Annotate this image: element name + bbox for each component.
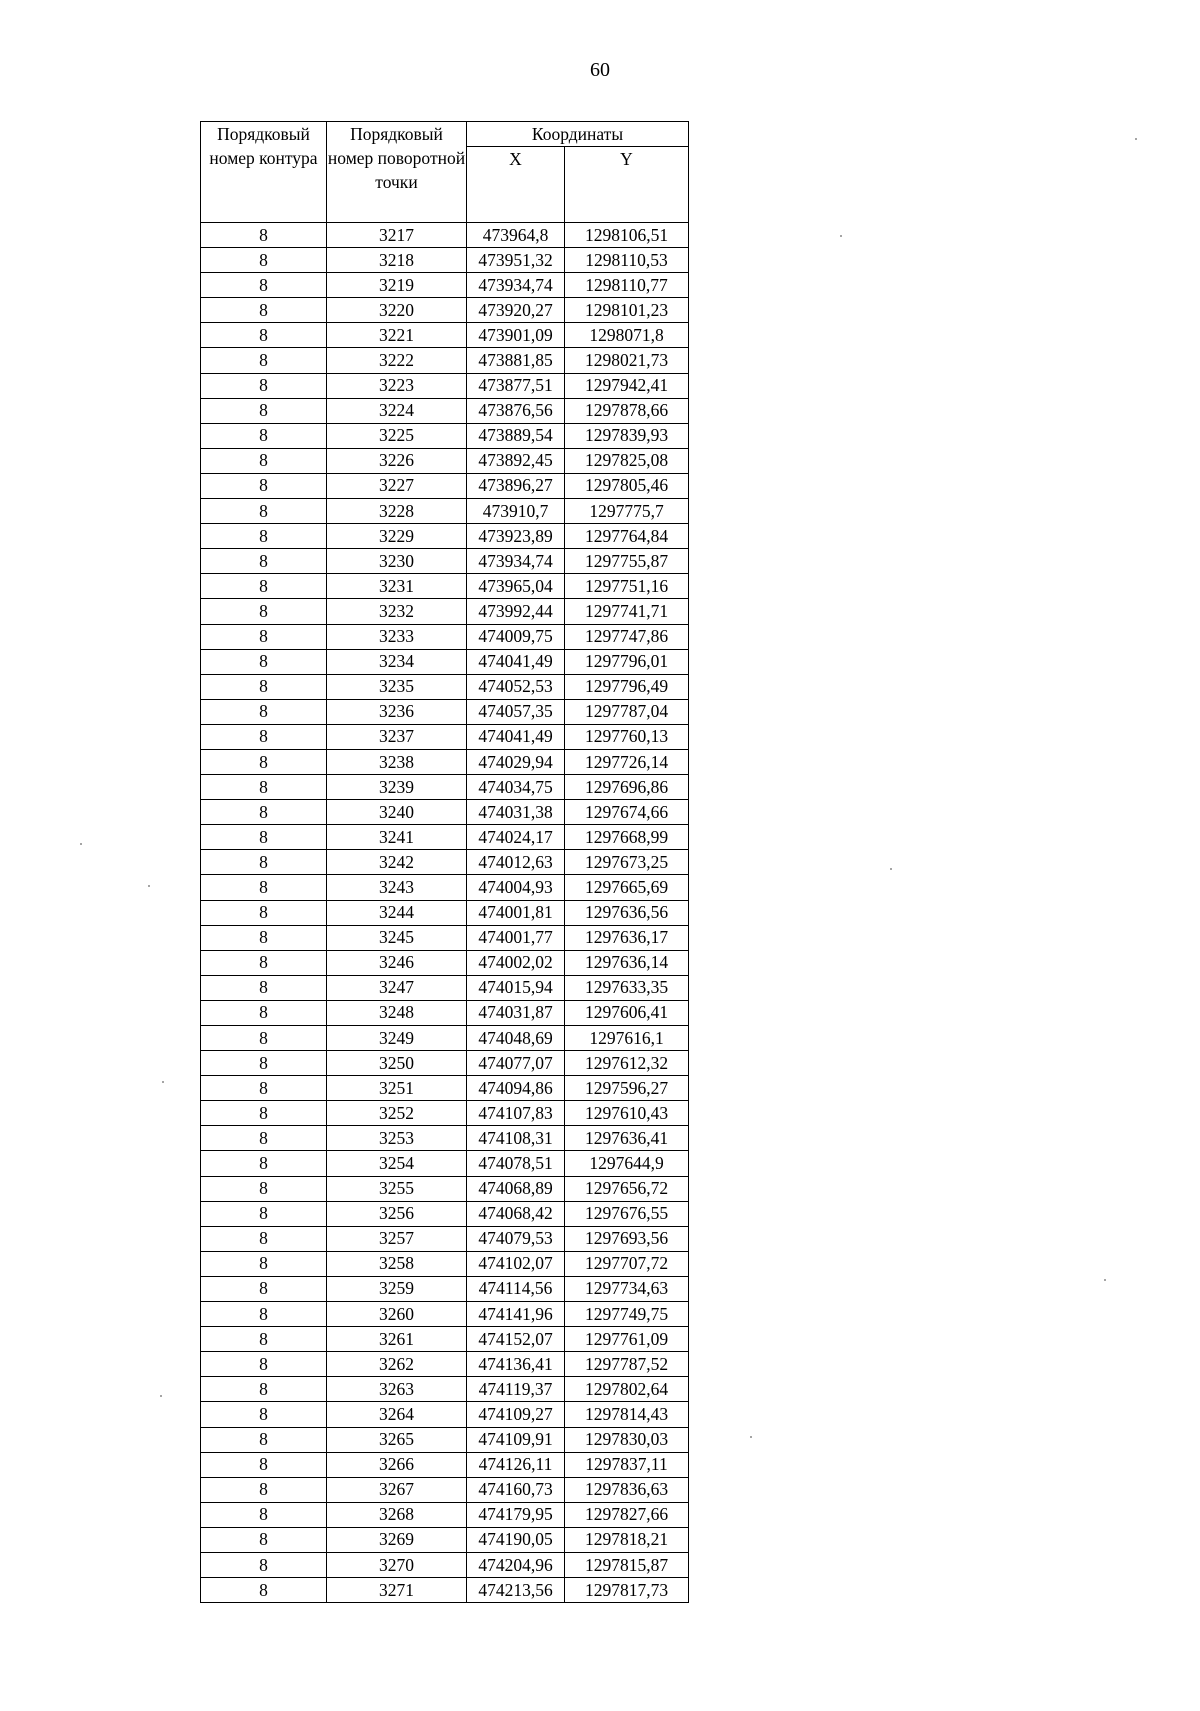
cell-point-number: 3244 bbox=[327, 900, 467, 925]
cell-y: 1297696,86 bbox=[565, 775, 689, 800]
cell-y: 1297747,86 bbox=[565, 624, 689, 649]
cell-x: 474015,94 bbox=[467, 975, 565, 1000]
table-row bbox=[201, 574, 689, 599]
cell-y: 1297942,41 bbox=[565, 373, 689, 398]
cell-x: 474136,41 bbox=[467, 1352, 565, 1377]
cell-x: 474077,07 bbox=[467, 1051, 565, 1076]
cell-x: 474009,75 bbox=[467, 624, 565, 649]
cell-y: 1297741,71 bbox=[565, 599, 689, 624]
cell-x: 474119,37 bbox=[467, 1377, 565, 1402]
table-row bbox=[201, 749, 689, 774]
table-row bbox=[201, 1076, 689, 1101]
cell-y: 1297830,03 bbox=[565, 1427, 689, 1452]
cell-point-number: 3238 bbox=[327, 749, 467, 774]
cell-point-number: 3246 bbox=[327, 950, 467, 975]
cell-x: 474068,42 bbox=[467, 1201, 565, 1226]
cell-point-number: 3220 bbox=[327, 298, 467, 323]
cell-x: 473920,27 bbox=[467, 298, 565, 323]
cell-point-number: 3263 bbox=[327, 1377, 467, 1402]
table-row bbox=[201, 273, 689, 298]
cell-contour-number: 8 bbox=[201, 1352, 327, 1377]
cell-point-number: 3223 bbox=[327, 373, 467, 398]
cell-point-number: 3228 bbox=[327, 499, 467, 524]
cell-contour-number: 8 bbox=[201, 398, 327, 423]
scan-speck bbox=[1135, 138, 1137, 140]
cell-contour-number: 8 bbox=[201, 724, 327, 749]
table-row bbox=[201, 1151, 689, 1176]
coordinates-table bbox=[200, 121, 689, 1603]
cell-point-number: 3259 bbox=[327, 1276, 467, 1301]
cell-point-number: 3232 bbox=[327, 599, 467, 624]
cell-x: 474048,69 bbox=[467, 1026, 565, 1051]
cell-point-number: 3251 bbox=[327, 1076, 467, 1101]
header-y: Y bbox=[565, 147, 689, 223]
scan-speck bbox=[162, 1081, 164, 1083]
table-row bbox=[201, 398, 689, 423]
cell-x: 474109,91 bbox=[467, 1427, 565, 1452]
cell-contour-number: 8 bbox=[201, 925, 327, 950]
cell-point-number: 3252 bbox=[327, 1101, 467, 1126]
cell-y: 1297805,46 bbox=[565, 473, 689, 498]
table-row bbox=[201, 1452, 689, 1477]
cell-y: 1297636,14 bbox=[565, 950, 689, 975]
cell-contour-number: 8 bbox=[201, 423, 327, 448]
cell-x: 474102,07 bbox=[467, 1251, 565, 1276]
cell-y: 1297644,9 bbox=[565, 1151, 689, 1176]
cell-x: 473923,89 bbox=[467, 524, 565, 549]
cell-contour-number: 8 bbox=[201, 1151, 327, 1176]
table-row bbox=[201, 323, 689, 348]
cell-x: 474114,56 bbox=[467, 1276, 565, 1301]
cell-y: 1297596,27 bbox=[565, 1076, 689, 1101]
cell-point-number: 3271 bbox=[327, 1578, 467, 1603]
table-row bbox=[201, 825, 689, 850]
cell-contour-number: 8 bbox=[201, 223, 327, 248]
cell-contour-number: 8 bbox=[201, 1101, 327, 1126]
table-row bbox=[201, 223, 689, 248]
cell-contour-number: 8 bbox=[201, 1327, 327, 1352]
cell-point-number: 3224 bbox=[327, 398, 467, 423]
cell-x: 474213,56 bbox=[467, 1578, 565, 1603]
cell-x: 474179,95 bbox=[467, 1502, 565, 1527]
cell-y: 1297760,13 bbox=[565, 724, 689, 749]
cell-contour-number: 8 bbox=[201, 1552, 327, 1577]
cell-y: 1297761,09 bbox=[565, 1327, 689, 1352]
table-row bbox=[201, 1126, 689, 1151]
cell-x: 473881,85 bbox=[467, 348, 565, 373]
cell-y: 1297839,93 bbox=[565, 423, 689, 448]
cell-point-number: 3257 bbox=[327, 1226, 467, 1251]
cell-contour-number: 8 bbox=[201, 273, 327, 298]
cell-y: 1297673,25 bbox=[565, 850, 689, 875]
cell-x: 474041,49 bbox=[467, 724, 565, 749]
cell-contour-number: 8 bbox=[201, 1201, 327, 1226]
cell-contour-number: 8 bbox=[201, 574, 327, 599]
cell-y: 1297636,56 bbox=[565, 900, 689, 925]
cell-x: 473934,74 bbox=[467, 273, 565, 298]
cell-point-number: 3264 bbox=[327, 1402, 467, 1427]
cell-y: 1297612,32 bbox=[565, 1051, 689, 1076]
table-row bbox=[201, 1578, 689, 1603]
header-coordinates: Координаты bbox=[467, 122, 689, 147]
cell-y: 1297665,69 bbox=[565, 875, 689, 900]
cell-x: 473951,32 bbox=[467, 248, 565, 273]
table-row bbox=[201, 1226, 689, 1251]
cell-point-number: 3229 bbox=[327, 524, 467, 549]
cell-x: 474078,51 bbox=[467, 1151, 565, 1176]
cell-point-number: 3217 bbox=[327, 223, 467, 248]
cell-y: 1297802,64 bbox=[565, 1377, 689, 1402]
cell-contour-number: 8 bbox=[201, 599, 327, 624]
cell-point-number: 3255 bbox=[327, 1176, 467, 1201]
cell-contour-number: 8 bbox=[201, 775, 327, 800]
scan-speck bbox=[148, 885, 150, 887]
table-row bbox=[201, 1402, 689, 1427]
cell-contour-number: 8 bbox=[201, 499, 327, 524]
table-row bbox=[201, 699, 689, 724]
cell-contour-number: 8 bbox=[201, 323, 327, 348]
cell-y: 1297707,72 bbox=[565, 1251, 689, 1276]
cell-x: 474034,75 bbox=[467, 775, 565, 800]
scan-speck bbox=[750, 1436, 752, 1438]
cell-point-number: 3237 bbox=[327, 724, 467, 749]
table-row bbox=[201, 1377, 689, 1402]
cell-point-number: 3219 bbox=[327, 273, 467, 298]
cell-contour-number: 8 bbox=[201, 473, 327, 498]
cell-point-number: 3261 bbox=[327, 1327, 467, 1352]
cell-y: 1297796,49 bbox=[565, 674, 689, 699]
cell-x: 474004,93 bbox=[467, 875, 565, 900]
cell-point-number: 3248 bbox=[327, 1000, 467, 1025]
cell-x: 474152,07 bbox=[467, 1327, 565, 1352]
table-row bbox=[201, 674, 689, 699]
cell-contour-number: 8 bbox=[201, 1377, 327, 1402]
cell-point-number: 3258 bbox=[327, 1251, 467, 1276]
cell-contour-number: 8 bbox=[201, 875, 327, 900]
cell-point-number: 3270 bbox=[327, 1552, 467, 1577]
cell-point-number: 3242 bbox=[327, 850, 467, 875]
cell-contour-number: 8 bbox=[201, 1527, 327, 1552]
cell-y: 1297825,08 bbox=[565, 448, 689, 473]
cell-y: 1297796,01 bbox=[565, 649, 689, 674]
cell-x: 473877,51 bbox=[467, 373, 565, 398]
cell-point-number: 3235 bbox=[327, 674, 467, 699]
cell-y: 1297693,56 bbox=[565, 1226, 689, 1251]
cell-contour-number: 8 bbox=[201, 1427, 327, 1452]
cell-point-number: 3233 bbox=[327, 624, 467, 649]
cell-x: 473992,44 bbox=[467, 599, 565, 624]
cell-y: 1297764,84 bbox=[565, 524, 689, 549]
cell-x: 474190,05 bbox=[467, 1527, 565, 1552]
cell-point-number: 3225 bbox=[327, 423, 467, 448]
table-row bbox=[201, 1251, 689, 1276]
cell-y: 1297827,66 bbox=[565, 1502, 689, 1527]
cell-x: 473896,27 bbox=[467, 473, 565, 498]
cell-contour-number: 8 bbox=[201, 348, 327, 373]
cell-point-number: 3254 bbox=[327, 1151, 467, 1176]
cell-x: 474068,89 bbox=[467, 1176, 565, 1201]
cell-y: 1297836,63 bbox=[565, 1477, 689, 1502]
table-row bbox=[201, 473, 689, 498]
table-row bbox=[201, 1552, 689, 1577]
cell-x: 474041,49 bbox=[467, 649, 565, 674]
cell-x: 474160,73 bbox=[467, 1477, 565, 1502]
cell-point-number: 3226 bbox=[327, 448, 467, 473]
cell-x: 474094,86 bbox=[467, 1076, 565, 1101]
cell-x: 474031,38 bbox=[467, 800, 565, 825]
cell-y: 1298021,73 bbox=[565, 348, 689, 373]
cell-point-number: 3218 bbox=[327, 248, 467, 273]
table-body bbox=[201, 223, 689, 1603]
cell-y: 1297755,87 bbox=[565, 549, 689, 574]
cell-x: 473892,45 bbox=[467, 448, 565, 473]
table-row bbox=[201, 248, 689, 273]
cell-point-number: 3260 bbox=[327, 1302, 467, 1327]
scan-speck bbox=[80, 843, 82, 845]
cell-x: 474109,27 bbox=[467, 1402, 565, 1427]
page-number: 60 bbox=[590, 59, 610, 81]
table-row bbox=[201, 1527, 689, 1552]
cell-x: 474001,77 bbox=[467, 925, 565, 950]
cell-y: 1297751,16 bbox=[565, 574, 689, 599]
cell-point-number: 3266 bbox=[327, 1452, 467, 1477]
cell-contour-number: 8 bbox=[201, 1176, 327, 1201]
cell-point-number: 3240 bbox=[327, 800, 467, 825]
cell-x: 474002,02 bbox=[467, 950, 565, 975]
cell-x: 474057,35 bbox=[467, 699, 565, 724]
cell-contour-number: 8 bbox=[201, 1051, 327, 1076]
table-row bbox=[201, 1000, 689, 1025]
scan-speck bbox=[890, 868, 892, 870]
cell-y: 1298110,53 bbox=[565, 248, 689, 273]
cell-x: 473910,7 bbox=[467, 499, 565, 524]
table-row bbox=[201, 950, 689, 975]
cell-y: 1297676,55 bbox=[565, 1201, 689, 1226]
table-row bbox=[201, 1276, 689, 1301]
cell-contour-number: 8 bbox=[201, 298, 327, 323]
cell-y: 1298106,51 bbox=[565, 223, 689, 248]
table-header bbox=[201, 122, 689, 223]
cell-y: 1297815,87 bbox=[565, 1552, 689, 1577]
cell-contour-number: 8 bbox=[201, 373, 327, 398]
cell-y: 1297775,7 bbox=[565, 499, 689, 524]
cell-x: 474031,87 bbox=[467, 1000, 565, 1025]
cell-point-number: 3241 bbox=[327, 825, 467, 850]
table-row bbox=[201, 373, 689, 398]
cell-y: 1297636,41 bbox=[565, 1126, 689, 1151]
cell-point-number: 3243 bbox=[327, 875, 467, 900]
cell-point-number: 3245 bbox=[327, 925, 467, 950]
cell-x: 474029,94 bbox=[467, 749, 565, 774]
cell-point-number: 3250 bbox=[327, 1051, 467, 1076]
cell-x: 473934,74 bbox=[467, 549, 565, 574]
cell-contour-number: 8 bbox=[201, 448, 327, 473]
cell-y: 1297818,21 bbox=[565, 1527, 689, 1552]
cell-y: 1297606,41 bbox=[565, 1000, 689, 1025]
cell-contour-number: 8 bbox=[201, 1000, 327, 1025]
table-row bbox=[201, 298, 689, 323]
cell-y: 1297674,66 bbox=[565, 800, 689, 825]
cell-x: 474107,83 bbox=[467, 1101, 565, 1126]
cell-contour-number: 8 bbox=[201, 1578, 327, 1603]
cell-x: 473876,56 bbox=[467, 398, 565, 423]
cell-contour-number: 8 bbox=[201, 1076, 327, 1101]
table-row bbox=[201, 1502, 689, 1527]
table-row bbox=[201, 1201, 689, 1226]
cell-point-number: 3239 bbox=[327, 775, 467, 800]
cell-contour-number: 8 bbox=[201, 248, 327, 273]
cell-contour-number: 8 bbox=[201, 649, 327, 674]
cell-x: 474024,17 bbox=[467, 825, 565, 850]
cell-point-number: 3231 bbox=[327, 574, 467, 599]
cell-y: 1297616,1 bbox=[565, 1026, 689, 1051]
cell-x: 473964,8 bbox=[467, 223, 565, 248]
table-row bbox=[201, 724, 689, 749]
cell-contour-number: 8 bbox=[201, 850, 327, 875]
cell-y: 1297610,43 bbox=[565, 1101, 689, 1126]
cell-point-number: 3236 bbox=[327, 699, 467, 724]
cell-point-number: 3221 bbox=[327, 323, 467, 348]
table-row bbox=[201, 348, 689, 373]
table-row bbox=[201, 775, 689, 800]
cell-y: 1297787,04 bbox=[565, 699, 689, 724]
cell-contour-number: 8 bbox=[201, 1251, 327, 1276]
table-row bbox=[201, 900, 689, 925]
cell-y: 1298101,23 bbox=[565, 298, 689, 323]
cell-contour-number: 8 bbox=[201, 800, 327, 825]
cell-y: 1297636,17 bbox=[565, 925, 689, 950]
cell-x: 474204,96 bbox=[467, 1552, 565, 1577]
cell-x: 473889,54 bbox=[467, 423, 565, 448]
cell-contour-number: 8 bbox=[201, 749, 327, 774]
cell-contour-number: 8 bbox=[201, 549, 327, 574]
cell-contour-number: 8 bbox=[201, 975, 327, 1000]
cell-y: 1297749,75 bbox=[565, 1302, 689, 1327]
header-x: X bbox=[467, 147, 565, 223]
table-row bbox=[201, 599, 689, 624]
table-row bbox=[201, 875, 689, 900]
cell-contour-number: 8 bbox=[201, 624, 327, 649]
cell-contour-number: 8 bbox=[201, 950, 327, 975]
cell-y: 1297837,11 bbox=[565, 1452, 689, 1477]
cell-x: 474079,53 bbox=[467, 1226, 565, 1251]
cell-y: 1297734,63 bbox=[565, 1276, 689, 1301]
cell-y: 1297814,43 bbox=[565, 1402, 689, 1427]
cell-contour-number: 8 bbox=[201, 825, 327, 850]
cell-y: 1297668,99 bbox=[565, 825, 689, 850]
cell-y: 1297817,73 bbox=[565, 1578, 689, 1603]
table-row bbox=[201, 975, 689, 1000]
cell-x: 474001,81 bbox=[467, 900, 565, 925]
cell-y: 1298110,77 bbox=[565, 273, 689, 298]
table-row bbox=[201, 423, 689, 448]
cell-x: 474052,53 bbox=[467, 674, 565, 699]
cell-point-number: 3234 bbox=[327, 649, 467, 674]
table-row bbox=[201, 624, 689, 649]
cell-contour-number: 8 bbox=[201, 1026, 327, 1051]
cell-contour-number: 8 bbox=[201, 699, 327, 724]
table-row bbox=[201, 1101, 689, 1126]
cell-x: 473965,04 bbox=[467, 574, 565, 599]
cell-contour-number: 8 bbox=[201, 1126, 327, 1151]
table-row bbox=[201, 649, 689, 674]
cell-point-number: 3222 bbox=[327, 348, 467, 373]
cell-contour-number: 8 bbox=[201, 1502, 327, 1527]
cell-point-number: 3247 bbox=[327, 975, 467, 1000]
table-row bbox=[201, 549, 689, 574]
cell-x: 474108,31 bbox=[467, 1126, 565, 1151]
cell-y: 1297787,52 bbox=[565, 1352, 689, 1377]
table-row bbox=[201, 925, 689, 950]
scan-speck bbox=[160, 1395, 162, 1397]
cell-contour-number: 8 bbox=[201, 1226, 327, 1251]
cell-y: 1297726,14 bbox=[565, 749, 689, 774]
cell-contour-number: 8 bbox=[201, 1302, 327, 1327]
cell-contour-number: 8 bbox=[201, 1477, 327, 1502]
cell-y: 1298071,8 bbox=[565, 323, 689, 348]
table-row bbox=[201, 448, 689, 473]
cell-contour-number: 8 bbox=[201, 1402, 327, 1427]
cell-contour-number: 8 bbox=[201, 1276, 327, 1301]
cell-y: 1297878,66 bbox=[565, 398, 689, 423]
table-row bbox=[201, 1176, 689, 1201]
table-row bbox=[201, 1026, 689, 1051]
table-row bbox=[201, 1302, 689, 1327]
table-row bbox=[201, 1327, 689, 1352]
cell-contour-number: 8 bbox=[201, 524, 327, 549]
cell-x: 474012,63 bbox=[467, 850, 565, 875]
scan-speck bbox=[840, 235, 842, 237]
table-row bbox=[201, 524, 689, 549]
table-row bbox=[201, 1427, 689, 1452]
cell-point-number: 3269 bbox=[327, 1527, 467, 1552]
cell-point-number: 3230 bbox=[327, 549, 467, 574]
cell-x: 474126,11 bbox=[467, 1452, 565, 1477]
cell-contour-number: 8 bbox=[201, 900, 327, 925]
table-row bbox=[201, 499, 689, 524]
cell-point-number: 3267 bbox=[327, 1477, 467, 1502]
cell-point-number: 3227 bbox=[327, 473, 467, 498]
table-row bbox=[201, 1477, 689, 1502]
cell-x: 473901,09 bbox=[467, 323, 565, 348]
scan-speck bbox=[1104, 1279, 1106, 1281]
cell-point-number: 3268 bbox=[327, 1502, 467, 1527]
header-contour-number: Порядковый номер контура bbox=[201, 122, 327, 223]
table-row bbox=[201, 1051, 689, 1076]
cell-y: 1297656,72 bbox=[565, 1176, 689, 1201]
cell-point-number: 3249 bbox=[327, 1026, 467, 1051]
cell-point-number: 3262 bbox=[327, 1352, 467, 1377]
table-row bbox=[201, 850, 689, 875]
header-point-number: Порядковый номер поворотной точки bbox=[327, 122, 467, 223]
table-row bbox=[201, 1352, 689, 1377]
cell-point-number: 3256 bbox=[327, 1201, 467, 1226]
cell-x: 474141,96 bbox=[467, 1302, 565, 1327]
cell-y: 1297633,35 bbox=[565, 975, 689, 1000]
cell-point-number: 3265 bbox=[327, 1427, 467, 1452]
cell-point-number: 3253 bbox=[327, 1126, 467, 1151]
table-row bbox=[201, 800, 689, 825]
cell-contour-number: 8 bbox=[201, 1452, 327, 1477]
cell-contour-number: 8 bbox=[201, 674, 327, 699]
